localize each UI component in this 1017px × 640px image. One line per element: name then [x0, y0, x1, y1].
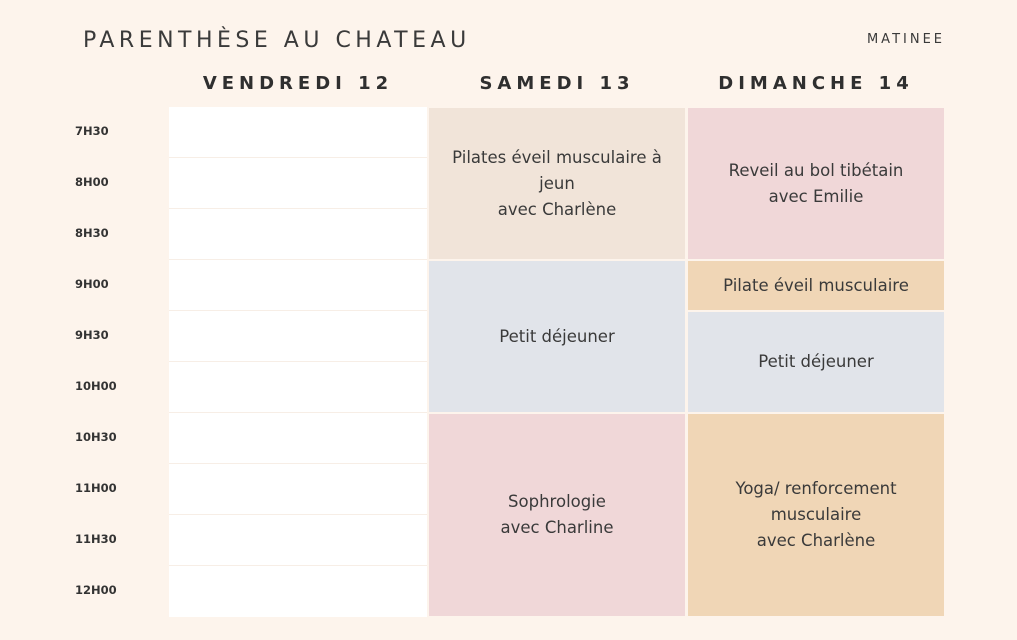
event-label: Pilate éveil musculaire	[723, 275, 909, 295]
event-label: Yoga/ renforcement musculaire avec Charlène	[735, 479, 897, 550]
time-label: 11H00	[75, 481, 117, 495]
slot-divider	[169, 157, 427, 158]
time-label: 10H30	[75, 430, 117, 444]
time-label: 10H00	[75, 379, 117, 393]
event-sunday-breakfast	[687, 311, 945, 413]
slot-divider	[169, 361, 427, 362]
time-label: 11H30	[75, 532, 117, 546]
event-saturday-sophrology	[428, 413, 686, 617]
event-saturday-pilates	[428, 107, 686, 260]
event-label: Pilates éveil musculaire à jeun avec Charlène	[452, 147, 662, 219]
event-sunday-yoga	[687, 413, 945, 617]
event-label: Sophrologie avec Charline	[500, 492, 614, 537]
slot-divider	[169, 259, 427, 260]
time-label: 8H30	[75, 226, 109, 240]
day-header-sunday: DIMANCHE 14	[718, 73, 914, 94]
time-label: 12H00	[75, 583, 117, 597]
event-label: Reveil au bol tibétain avec Emilie	[728, 160, 904, 206]
page-title: PARENTHÈSE AU CHATEAU	[83, 28, 471, 53]
time-label: 9H00	[75, 277, 109, 291]
event-label: Petit déjeuner	[758, 352, 874, 371]
slot-divider	[169, 412, 427, 413]
slot-divider	[169, 514, 427, 515]
time-label: 9H30	[75, 328, 109, 342]
event-label: Petit déjeuner	[499, 326, 615, 346]
day-header-friday: VENDREDI 12	[202, 73, 394, 94]
slot-divider	[169, 208, 427, 209]
page-subtitle: MATINEE	[866, 32, 945, 47]
friday-column	[169, 107, 427, 617]
slot-divider	[169, 565, 427, 566]
time-label: 8H00	[75, 175, 109, 189]
time-label: 7H30	[75, 124, 109, 138]
event-saturday-breakfast	[428, 260, 686, 413]
event-sunday-pilate	[687, 260, 945, 311]
event-sunday-tibetan-bowl	[687, 107, 945, 260]
slot-divider	[169, 463, 427, 464]
slot-divider	[169, 310, 427, 311]
day-header-saturday: SAMEDI 13	[479, 73, 635, 94]
